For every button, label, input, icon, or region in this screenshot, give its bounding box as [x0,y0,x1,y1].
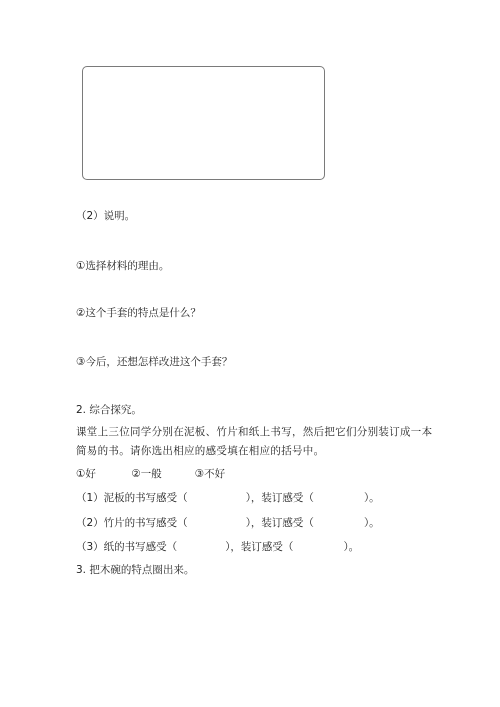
feeling-row-bamboo [76,516,380,530]
problem-2-intro: 课堂上三位同学分别在泥板、竹片和纸上书写，然后把它们分别装订成一本简易的书。请你选出相应的感受填在相应的括号中。 [76,426,433,457]
option-good: ①好 [76,468,96,480]
row-mid-text: ），装订感受（ [245,517,314,529]
problem-2-title: 2. 综合探究。 [76,404,142,416]
row-mid-text: ），装订感受（ [225,541,294,553]
feeling-row-paper [76,540,359,554]
row-mid-text: ），装订感受（ [245,492,314,504]
question-material-reason: ①选择材料的理由。 [76,260,170,272]
question-glove-features: ②这个手套的特点是什么？ [76,307,201,319]
option-average: ②一般 [131,468,162,480]
question-glove-improvement: ③今后，还想怎样改进这个手套？ [76,356,233,368]
options-row [76,467,225,481]
drawing-answer-box [82,66,325,180]
row-left-text: （2）竹片的书写感受（ [76,517,188,529]
feeling-row-clay [76,491,380,505]
row-left-text: （3）纸的书写感受（ [76,541,178,553]
row-end-text: ）。 [363,517,380,529]
option-bad: ③不好 [194,468,226,480]
row-end-text: ）。 [343,541,360,553]
section-2-heading: （2）说明。 [76,210,136,222]
problem-3-title: 3. 把木碗的特点圈出来。 [76,564,195,576]
row-left-text: （1）泥板的书写感受（ [76,492,188,504]
row-end-text: ）。 [363,492,380,504]
